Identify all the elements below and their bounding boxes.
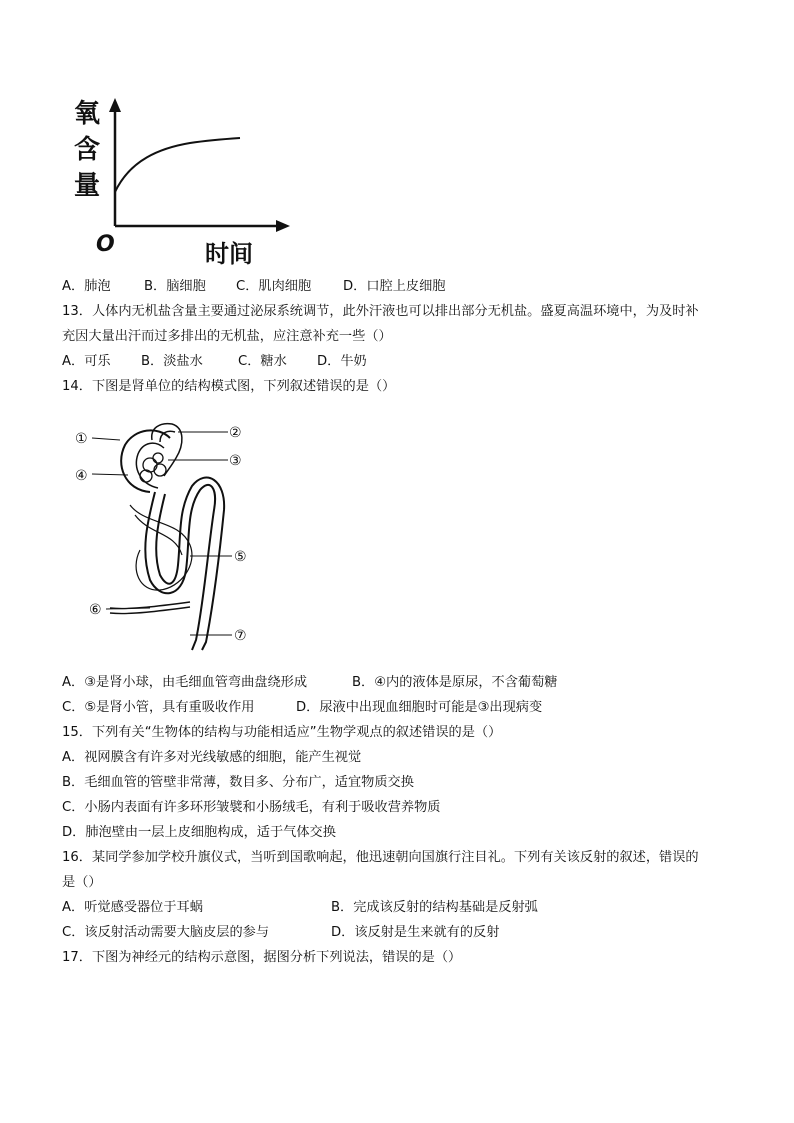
q13-option-c: C．糖水 [238, 354, 287, 369]
q12-option-a: A．肺泡 [62, 279, 111, 294]
q14-option-a: A．③是肾小球，由毛细血管弯曲盘绕形成 [62, 675, 308, 690]
q16-stem-line1: 16．某同学参加学校升旗仪式，当听到国歌响起，他迅速朝向国旗行注目礼。下列有关该反射的叙述，错误的 [62, 850, 699, 865]
oxygen-graph [0, 0, 794, 280]
nephron-label-1: ① [75, 431, 88, 447]
q15-option-a: A．视网膜含有许多对光线敏感的细胞，能产生视觉 [62, 750, 362, 765]
q15-option-b: B．毛细血管的管壁非常薄，数目多、分布广，适宜物质交换 [62, 775, 414, 790]
q16-option-a: A．听觉感受器位于耳蜗 [62, 900, 203, 915]
q15-option-d: D．肺泡壁由一层上皮细胞构成，适于气体交换 [62, 825, 336, 840]
nephron-label-3: ③ [229, 453, 242, 469]
q13-stem-line2: 充因大量出汗而过多排出的无机盐，应注意补充一些（） [62, 329, 392, 344]
q16-option-c: C．该反射活动需要大脑皮层的参与 [62, 925, 270, 940]
q14-option-c: C．⑤是肾小管，具有重吸收作用 [62, 700, 255, 715]
graph-y-arrow [109, 98, 121, 112]
nephron-label-5: ⑤ [234, 549, 247, 565]
q17-stem: 17．下图为神经元的结构示意图，据图分析下列说法，错误的是（） [62, 950, 462, 965]
q16-stem-line2: 是（） [62, 875, 102, 890]
graph-x-arrow [276, 220, 290, 232]
nephron-label-7: ⑦ [234, 628, 247, 644]
graph-origin: O [96, 232, 115, 257]
nephron-diagram [0, 410, 794, 670]
q12-option-c: C．肌肉细胞 [236, 279, 312, 294]
q14-option-d: D．尿液中出现血细胞时可能是③出现病变 [296, 700, 543, 715]
nephron-label-6: ⑥ [89, 602, 102, 618]
nephron-label-4: ④ [75, 468, 88, 484]
q14-option-b: B．④内的液体是原尿，不含葡萄糖 [352, 675, 558, 690]
graph-curve [115, 138, 240, 192]
q14-stem: 14．下图是肾单位的结构模式图，下列叙述错误的是（） [62, 379, 396, 394]
q13-option-b: B．淡盐水 [141, 354, 203, 369]
q13-stem-line1: 13．人体内无机盐含量主要通过泌尿系统调节，此外汗液也可以排出部分无机盐。盛夏高温环境中，为及时补 [62, 304, 699, 319]
q15-stem: 15．下列有关“生物体的结构与功能相适应”生物学观点的叙述错误的是（） [62, 725, 502, 740]
graph-y-label-3: 量 [74, 171, 101, 201]
q13-option-a: A．可乐 [62, 354, 111, 369]
q16-option-d: D．该反射是生来就有的反射 [331, 925, 500, 940]
q13-option-d: D．牛奶 [317, 354, 367, 369]
q16-option-b: B．完成该反射的结构基础是反射弧 [331, 900, 538, 915]
q12-option-d: D．口腔上皮细胞 [343, 279, 446, 294]
graph-y-label-2: 含 [74, 135, 101, 165]
graph-y-label-1: 氧 [74, 99, 101, 129]
nephron-label-2: ② [229, 425, 242, 441]
graph-x-label: 时间 [205, 240, 253, 268]
q12-option-b: B．脑细胞 [144, 279, 206, 294]
q15-option-c: C．小肠内表面有许多环形皱襞和小肠绒毛，有利于吸收营养物质 [62, 800, 441, 815]
